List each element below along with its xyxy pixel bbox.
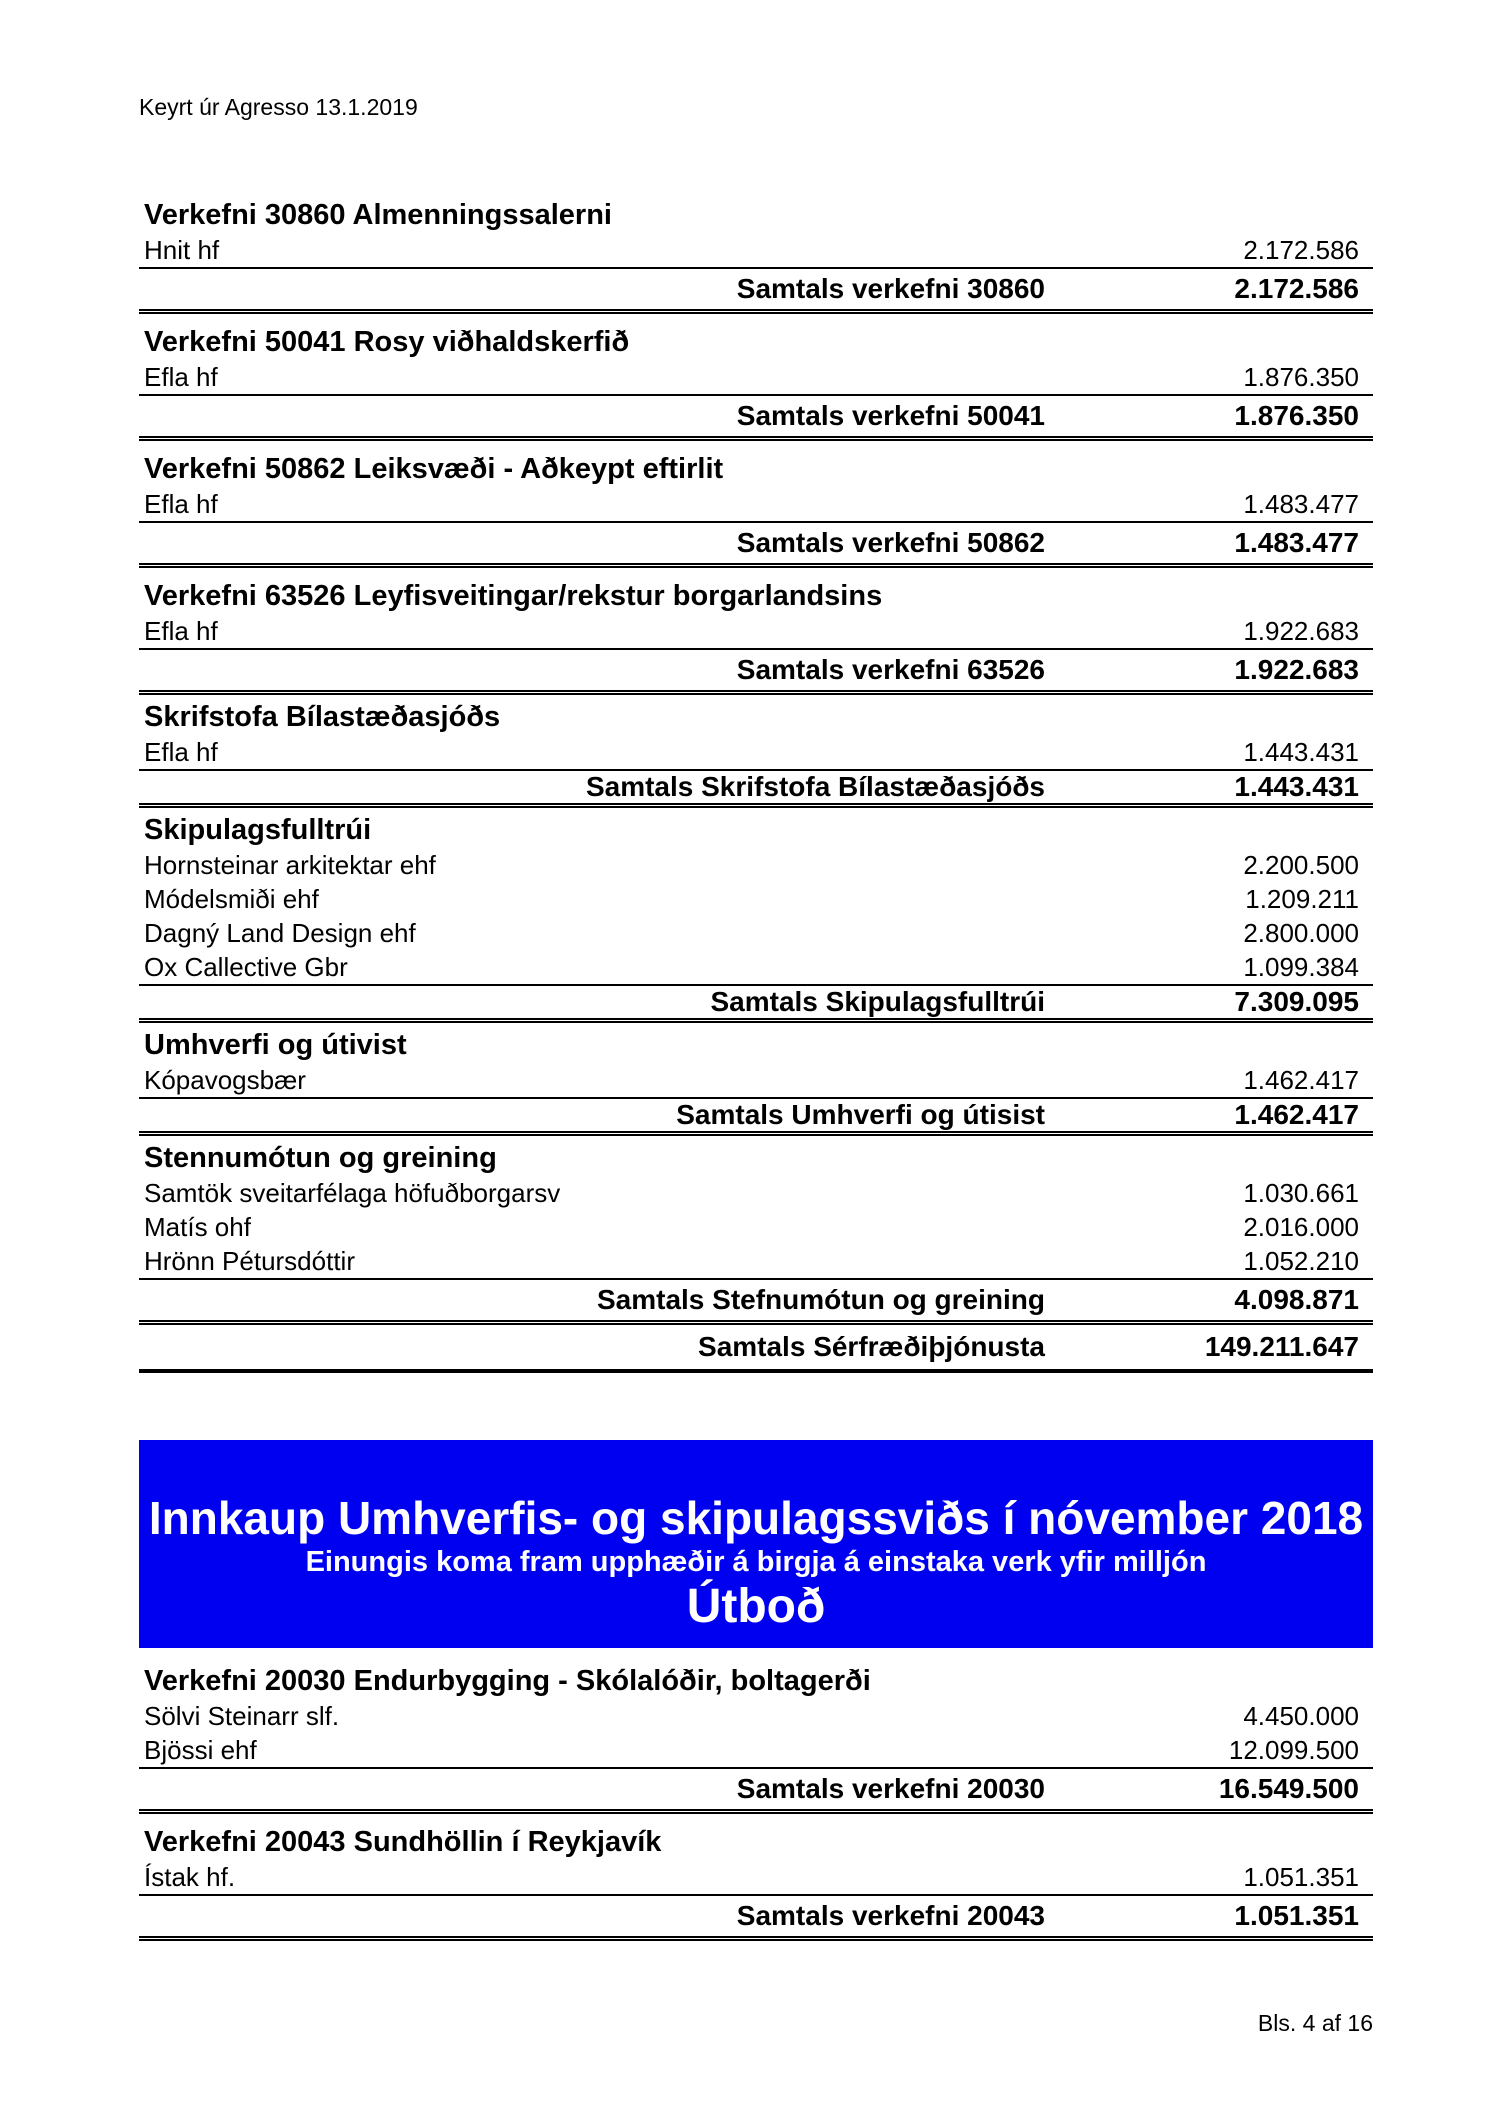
section-title: Umhverfi og útivist xyxy=(144,1029,407,1061)
grand-total-label: Samtals Sérfræðiþjónusta xyxy=(698,1331,1045,1362)
section-title: Skrifstofa Bílastæðasjóðs xyxy=(144,701,501,733)
total-amount: 1.876.350 xyxy=(1234,400,1359,431)
vendor-name: Ístak hf. xyxy=(144,1862,236,1892)
total-row xyxy=(139,1280,1373,1325)
total-label: Samtals verkefni 30860 xyxy=(736,273,1045,304)
total-label: Samtals verkefni 20030 xyxy=(736,1773,1045,1804)
total-amount: 7.309.095 xyxy=(1234,986,1359,1017)
grand-total-row xyxy=(139,1325,1373,1373)
section-title: Skipulagsfulltrúi xyxy=(144,814,372,846)
total-label: Samtals verkefni 20043 xyxy=(736,1900,1045,1931)
vendor-name: Módelsmiði ehf xyxy=(144,884,319,914)
total-label: Samtals Stefnumótun og greining xyxy=(596,1284,1045,1315)
total-row xyxy=(139,986,1373,1023)
table-row xyxy=(139,916,1373,950)
table-row xyxy=(139,1210,1373,1244)
total-row xyxy=(139,1896,1373,1941)
table-row xyxy=(139,1699,1373,1733)
table-row xyxy=(139,360,1373,396)
section-title: Verkefni 20030 Endurbygging - Skólalóðir, boltagerði xyxy=(144,1665,871,1697)
total-amount: 1.051.351 xyxy=(1234,1900,1359,1931)
vendor-name: Kópavogsbær xyxy=(144,1065,306,1095)
total-amount: 4.098.871 xyxy=(1234,1284,1359,1315)
vendor-amount: 1.209.211 xyxy=(1245,884,1359,914)
table-row xyxy=(139,950,1373,986)
vendor-amount: 2.016.000 xyxy=(1243,1212,1359,1242)
vendor-name: Matís ohf xyxy=(144,1212,251,1242)
vendor-name: Hnit hf xyxy=(144,235,220,265)
vendor-amount: 1.443.431 xyxy=(1243,737,1359,767)
section-title: Verkefni 63526 Leyfisveitingar/rekstur borgarlandsins xyxy=(144,580,883,612)
table-row xyxy=(139,1063,1373,1099)
section-title: Verkefni 50041 Rosy viðhaldskerfið xyxy=(144,326,630,358)
vendor-amount: 2.800.000 xyxy=(1243,918,1359,948)
vendor-amount: 1.030.661 xyxy=(1243,1178,1359,1208)
vendor-name: Samtök sveitarfélaga höfuðborgarsv xyxy=(144,1178,561,1208)
banner-title: Innkaup Umhverfis- og skipulagssviðs í nóvember 2018 xyxy=(148,1492,1364,1544)
total-row xyxy=(139,1099,1373,1136)
vendor-amount: 1.876.350 xyxy=(1243,362,1359,392)
total-label: Samtals verkefni 63526 xyxy=(736,654,1045,685)
vendor-amount: 1.099.384 xyxy=(1243,952,1359,982)
vendor-amount: 1.483.477 xyxy=(1243,489,1359,519)
vendor-name: Hrönn Pétursdóttir xyxy=(144,1246,355,1276)
vendor-amount: 1.052.210 xyxy=(1243,1246,1359,1276)
table-row xyxy=(139,487,1373,523)
vendor-name: Efla hf xyxy=(144,489,218,519)
vendor-amount: 1.051.351 xyxy=(1243,1862,1359,1892)
total-amount: 16.549.500 xyxy=(1218,1773,1359,1804)
section-title: Stennumótun og greining xyxy=(144,1142,497,1174)
total-amount: 1.443.431 xyxy=(1234,771,1359,802)
section-block-a xyxy=(139,197,1373,1373)
section-title: Verkefni 50862 Leiksvæði - Aðkeypt eftirlit xyxy=(144,453,724,485)
total-amount: 1.922.683 xyxy=(1234,654,1359,685)
banner-subtitle: Einungis koma fram upphæðir á birgja á einstaka verk yfir milljón xyxy=(305,1546,1207,1578)
vendor-amount: 4.450.000 xyxy=(1243,1701,1359,1731)
vendor-name: Efla hf xyxy=(144,362,218,392)
total-label: Samtals Umhverfi og útisist xyxy=(676,1099,1045,1130)
total-row xyxy=(139,269,1373,314)
table-row xyxy=(139,1244,1373,1280)
total-row xyxy=(139,771,1373,808)
vendor-amount: 12.099.500 xyxy=(1228,1735,1359,1765)
vendor-name: Ox Callective Gbr xyxy=(144,952,348,982)
table-row xyxy=(139,1176,1373,1210)
total-amount: 1.462.417 xyxy=(1234,1099,1359,1130)
vendor-amount: 2.172.586 xyxy=(1243,235,1359,265)
grand-total-amount: 149.211.647 xyxy=(1204,1331,1359,1362)
total-label: Samtals verkefni 50041 xyxy=(736,400,1045,431)
total-amount: 1.483.477 xyxy=(1234,527,1359,558)
section-banner xyxy=(139,1440,1373,1648)
page-footer: Bls. 4 af 16 xyxy=(1257,2010,1373,2036)
vendor-name: Dagný Land Design ehf xyxy=(144,918,416,948)
vendor-amount: 2.200.500 xyxy=(1243,850,1359,880)
banner-heading: Útboð xyxy=(686,1580,826,1633)
table-row xyxy=(139,1733,1373,1769)
section-title: Verkefni 30860 Almenningssalerni xyxy=(144,199,612,231)
total-label: Samtals Skrifstofa Bílastæðasjóðs xyxy=(585,771,1045,802)
table-row xyxy=(139,848,1373,882)
total-label: Samtals verkefni 50862 xyxy=(736,527,1045,558)
section-title: Verkefni 20043 Sundhöllin í Reykjavík xyxy=(144,1826,662,1858)
total-row xyxy=(139,1769,1373,1814)
table-row xyxy=(139,233,1373,269)
total-label: Samtals Skipulagsfulltrúi xyxy=(710,986,1045,1017)
table-row xyxy=(139,1860,1373,1896)
table-row xyxy=(139,735,1373,771)
table-row xyxy=(139,614,1373,650)
table-row xyxy=(139,882,1373,916)
vendor-name: Bjössi ehf xyxy=(144,1735,257,1765)
total-row xyxy=(139,523,1373,568)
vendor-name: Hornsteinar arkitektar ehf xyxy=(144,850,436,880)
total-row xyxy=(139,650,1373,695)
vendor-name: Efla hf xyxy=(144,616,218,646)
section-block-b xyxy=(139,1663,1373,1941)
vendor-amount: 1.462.417 xyxy=(1243,1065,1359,1095)
total-row xyxy=(139,396,1373,441)
vendor-amount: 1.922.683 xyxy=(1243,616,1359,646)
page-header: Keyrt úr Agresso 13.1.2019 xyxy=(139,94,418,120)
total-amount: 2.172.586 xyxy=(1234,273,1359,304)
vendor-name: Efla hf xyxy=(144,737,218,767)
vendor-name: Sölvi Steinarr slf. xyxy=(144,1701,340,1731)
